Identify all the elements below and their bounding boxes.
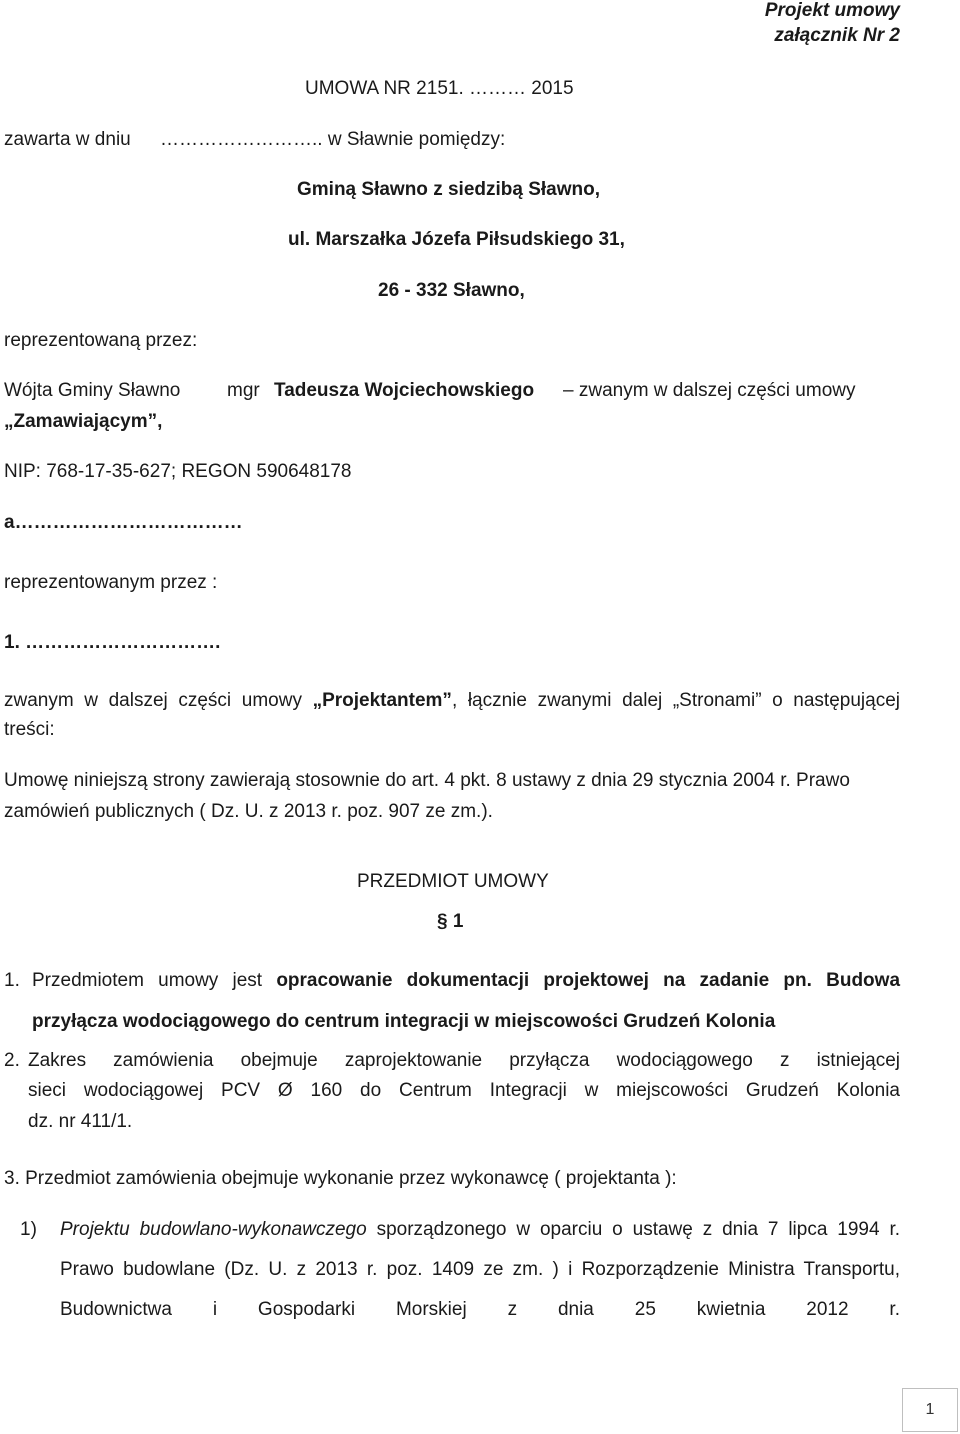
- party2-desc-line1: [4, 686, 900, 716]
- party2-desc-mid: , łącznie zwanymi dalej „Stronami” o następującej: [451, 690, 900, 711]
- point2-line1: Zakres zamówienia obejmuje zaprojektowanie przyłącza wodociągowego z istniejącej: [28, 1050, 900, 1071]
- party1-rep-prefix: mgr: [227, 380, 260, 401]
- point3-text: 3. Przedmiot zamówienia obejmuje wykonanie przez wykonawcę ( projektanta ):: [4, 1168, 677, 1189]
- contract-title: UMOWA NR 2151. ……… 2015: [305, 78, 574, 99]
- header-doc-type: Projekt umowy: [764, 0, 900, 21]
- party2-desc-end: treści:: [4, 719, 55, 740]
- party2-desc-role: „Projektantem”: [312, 690, 452, 711]
- basis-line1: Umowę niniejszą strony zawierają stosownie do art. 4 pkt. 8 ustawy z dnia 29 stycznia 2004 r. Prawo: [4, 770, 850, 791]
- point1-bold2: Budowa: [826, 970, 901, 991]
- subpoint1-rest: sporządzonego w oparciu o ustawę z dnia 7 lipca 1994 r.: [376, 1219, 901, 1240]
- subpoint1-line3: Budownictwa i Gospodarki Morskiej z dnia 25 kwietnia 2012 r.: [60, 1299, 900, 1320]
- point1-line2: przyłącza wodociągowego do centrum integracji w miejscowości Grudzeń Kolonia: [32, 1011, 776, 1032]
- point2-line3: dz. nr 411/1.: [28, 1111, 133, 1132]
- party1-rep-name: Tadeusza Wojciechowskiego: [274, 380, 535, 401]
- subpoint1-number: 1): [20, 1219, 37, 1240]
- party1-represented-label: reprezentowaną przez:: [4, 330, 198, 351]
- point1-bold1: opracowanie dokumentacji projektowej na zadanie pn.: [276, 970, 812, 991]
- party1-name: Gminą Sławno z siedzibą Sławno,: [297, 179, 601, 200]
- subpoint1-italic: Projektu budowlano-wykonawczego: [60, 1219, 367, 1240]
- party1-ids: NIP: 768-17-35-627; REGON 590648178: [4, 461, 352, 482]
- point2-line2: sieci wodociągowej PCV Ø 160 do Centrum Integracji w miejscowości Grudzeń Kolonia: [28, 1080, 900, 1101]
- subpoint1-line1: [60, 1215, 900, 1245]
- point1-text: Przedmiotem umowy jest: [32, 970, 263, 991]
- party2-desc-pre: zwanym w dalszej części umowy: [4, 690, 302, 711]
- header-attachment: załącznik Nr 2: [774, 25, 900, 46]
- party1-rep-role: Wójta Gminy Sławno: [4, 380, 181, 401]
- party1-rep-suffix: – zwanym w dalszej części umowy: [563, 380, 856, 401]
- party1-street: ul. Marszałka Józefa Piłsudskiego 31,: [288, 229, 625, 250]
- point1-line1: [32, 966, 900, 996]
- concluded-place: …………………….. w Sławnie pomiędzy:: [160, 129, 506, 150]
- subpoint1-line2: Prawo budowlane (Dz. U. z 2013 r. poz. 1409 ze zm. ) i Rozporządzenie Ministra Transportu,: [60, 1259, 900, 1280]
- party2-a-line: a………………………………: [4, 512, 243, 533]
- basis-line2: zamówień publicznych ( Dz. U. z 2013 r. poz. 907 ze zm.).: [4, 801, 493, 822]
- point2-number: 2.: [4, 1050, 20, 1071]
- party2-item1: 1. ………………………….: [4, 632, 221, 653]
- party1-role-name: „Zamawiającym”,: [4, 411, 163, 432]
- party2-represented-label: reprezentowanym przez :: [4, 572, 218, 593]
- party1-city: 26 - 332 Sławno,: [378, 280, 525, 301]
- concluded-label: zawarta w dniu: [4, 129, 131, 150]
- page-number: 1: [902, 1388, 958, 1432]
- point1-number: 1.: [4, 970, 20, 991]
- section-heading: PRZEDMIOT UMOWY: [357, 871, 549, 892]
- section-paragraph-mark: § 1: [437, 911, 464, 932]
